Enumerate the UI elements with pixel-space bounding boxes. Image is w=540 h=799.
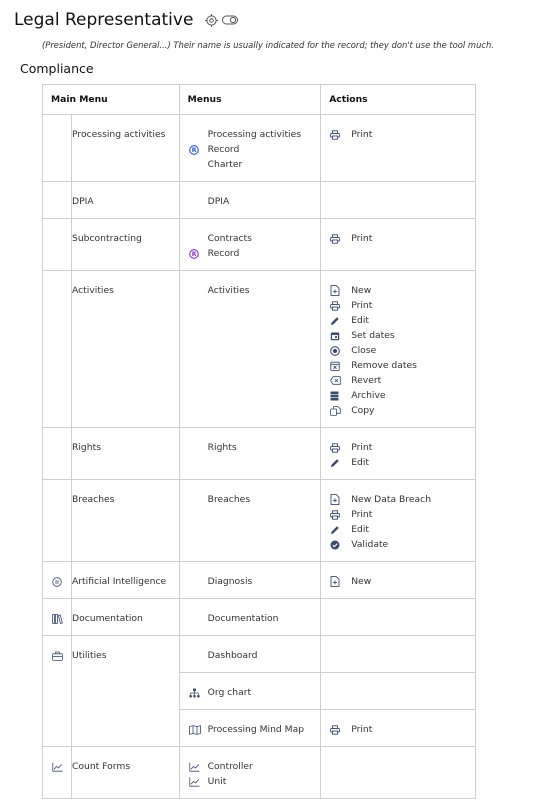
actions-cell xyxy=(321,182,476,219)
action-item[interactable] xyxy=(321,537,475,552)
printer-icon xyxy=(321,234,351,244)
row-icon-cell xyxy=(43,747,72,799)
pencil-icon xyxy=(321,458,351,468)
menus-cell xyxy=(179,710,321,747)
menus-list xyxy=(180,428,321,464)
printer-icon xyxy=(321,725,351,735)
table-row xyxy=(43,480,476,562)
actions-list xyxy=(321,115,475,151)
menu-item[interactable] xyxy=(180,127,321,142)
action-item-label: Copy xyxy=(351,405,375,416)
main-menu-label: Utilities xyxy=(72,650,107,661)
svg-text:R: R xyxy=(191,250,196,258)
row-icon-wrap xyxy=(43,562,71,598)
row-icon-line xyxy=(43,648,71,663)
menus-cell xyxy=(179,673,321,710)
row-icon-wrap xyxy=(43,747,71,783)
main-menu-cell[interactable] xyxy=(72,747,180,799)
menu-item-label: Controller xyxy=(207,761,253,772)
actions-list xyxy=(321,480,475,561)
main-menu-cell[interactable] xyxy=(72,271,180,428)
org-chart-icon xyxy=(180,688,208,698)
menus-cell xyxy=(179,480,321,562)
main-menu-wrap xyxy=(72,747,179,783)
row-icon-cell xyxy=(43,219,72,271)
action-item[interactable] xyxy=(321,492,475,507)
action-item[interactable] xyxy=(321,231,475,246)
actions-cell xyxy=(321,219,476,271)
table-row xyxy=(43,636,476,673)
action-item[interactable] xyxy=(321,298,475,313)
page-title: Legal Representative xyxy=(14,10,194,30)
menu-item[interactable] xyxy=(180,246,321,261)
main-menu-wrap xyxy=(72,599,179,635)
actions-cell xyxy=(321,599,476,636)
close-circle-icon xyxy=(321,346,351,356)
check-circle-icon xyxy=(321,540,351,550)
table-row xyxy=(43,182,476,219)
main-menu-cell[interactable] xyxy=(72,115,180,182)
menu-item-label: Activities xyxy=(207,285,250,296)
table-row xyxy=(43,562,476,599)
main-menu-wrap xyxy=(72,271,179,307)
printer-icon xyxy=(321,510,351,520)
printer-icon xyxy=(321,301,351,311)
row-icon-wrap xyxy=(43,599,71,635)
menus-cell xyxy=(179,636,321,673)
menus-list xyxy=(180,182,321,218)
row-icon-line xyxy=(43,492,71,507)
row-icon-wrap xyxy=(43,636,71,672)
printer-icon xyxy=(321,130,351,140)
action-item-label: Print xyxy=(351,509,373,520)
row-icon-wrap xyxy=(43,182,71,218)
action-item-label: New Data Breach xyxy=(351,494,432,505)
menu-item[interactable] xyxy=(180,611,321,626)
header-actions: Actions xyxy=(321,85,476,115)
row-icon-line xyxy=(43,574,71,589)
pencil-icon xyxy=(321,316,351,326)
action-item[interactable] xyxy=(321,328,475,343)
action-item[interactable] xyxy=(321,358,475,373)
main-menu-wrap xyxy=(72,219,179,255)
row-icon-cell xyxy=(43,428,72,480)
menu-item[interactable] xyxy=(180,194,321,209)
row-icon-wrap xyxy=(43,115,71,151)
action-item-label: Print xyxy=(351,442,373,453)
main-menu-cell[interactable] xyxy=(72,599,180,636)
main-menu-line xyxy=(72,127,179,142)
toggle-icon[interactable] xyxy=(222,15,238,25)
main-menu-label: DPIA xyxy=(72,196,94,207)
page-subtitle: (President, Director General...) Their name is usually indicated for the record; they don't use the tool much. xyxy=(42,40,494,50)
actions-cell xyxy=(321,747,476,799)
row-icon-line xyxy=(43,440,71,455)
main-menu-line xyxy=(72,648,179,663)
menus-cell xyxy=(179,599,321,636)
menus-cell xyxy=(179,428,321,480)
actions-list xyxy=(321,219,475,255)
menu-item[interactable] xyxy=(180,283,321,298)
menu-item-label: Processing Mind Map xyxy=(207,724,305,735)
menu-item[interactable] xyxy=(180,774,321,789)
actions-cell xyxy=(321,562,476,599)
row-icon-line xyxy=(43,283,71,298)
action-item-label: Print xyxy=(351,233,373,244)
main-menu-cell[interactable] xyxy=(72,636,180,747)
actions-cell xyxy=(321,673,476,710)
menu-item[interactable] xyxy=(180,574,321,589)
chart-line-icon xyxy=(180,762,208,772)
calendar-icon xyxy=(321,331,351,341)
action-item-label: Revert xyxy=(351,375,382,386)
record-blue-icon xyxy=(180,145,208,155)
menus-list xyxy=(180,480,321,516)
main-menu-line xyxy=(72,194,179,209)
main-menu-line xyxy=(72,283,179,298)
menu-item-label: Diagnosis xyxy=(207,576,253,587)
action-item[interactable] xyxy=(321,440,475,455)
menus-cell xyxy=(179,219,321,271)
main-menu-label: Artificial Intelligence xyxy=(72,576,167,587)
action-item-label: Print xyxy=(351,129,373,140)
action-item-label: Print xyxy=(351,724,373,735)
menu-item-label: Record xyxy=(207,248,240,259)
menus-list xyxy=(180,599,321,635)
menu-item[interactable] xyxy=(180,759,321,774)
main-menu-wrap xyxy=(72,480,179,516)
menu-item-label: Breaches xyxy=(207,494,251,505)
copy-icon xyxy=(321,406,351,416)
table-row xyxy=(43,115,476,182)
row-icon-line xyxy=(43,611,71,626)
main-menu-line xyxy=(72,611,179,626)
ai-icon xyxy=(43,577,71,587)
menu-item[interactable] xyxy=(180,157,321,172)
menu-item[interactable] xyxy=(180,648,321,663)
action-item-label: Archive xyxy=(351,390,386,401)
main-menu-label: Documentation xyxy=(72,613,143,624)
menu-item-label: Unit xyxy=(207,776,227,787)
row-icon-line xyxy=(43,194,71,209)
actions-list xyxy=(321,428,475,479)
action-item[interactable] xyxy=(321,403,475,418)
main-menu-cell[interactable] xyxy=(72,182,180,219)
menus-list xyxy=(180,562,321,598)
main-menu-wrap xyxy=(72,182,179,218)
main-menu-wrap xyxy=(72,636,179,672)
actions-list xyxy=(321,562,475,598)
pencil-icon xyxy=(321,525,351,535)
menus-cell xyxy=(179,562,321,599)
new-file-icon xyxy=(321,576,351,587)
menu-item[interactable] xyxy=(180,492,321,507)
chart-line-icon xyxy=(43,762,71,772)
action-item[interactable] xyxy=(321,283,475,298)
actions-list xyxy=(321,182,475,203)
menus-list xyxy=(180,747,321,798)
main-menu-line xyxy=(72,231,179,246)
action-item[interactable] xyxy=(321,574,475,589)
main-menu-cell[interactable] xyxy=(72,480,180,562)
table-header-row xyxy=(43,85,476,115)
actions-list xyxy=(321,636,475,657)
row-icon-wrap xyxy=(43,219,71,255)
main-menu-label: Rights xyxy=(72,442,101,453)
main-menu-line xyxy=(72,440,179,455)
actions-list xyxy=(321,271,475,427)
library-icon xyxy=(43,614,71,624)
menus-list xyxy=(180,271,321,307)
action-item[interactable] xyxy=(321,313,475,328)
record-purple-icon xyxy=(180,249,208,259)
table-row xyxy=(43,747,476,799)
menus-list xyxy=(180,219,321,270)
menus-list xyxy=(180,710,321,746)
actions-cell xyxy=(321,428,476,480)
main-menu-wrap xyxy=(72,428,179,464)
action-item-label: Close xyxy=(351,345,377,356)
menu-item[interactable] xyxy=(180,685,321,700)
toolbox-icon xyxy=(43,651,71,661)
action-item[interactable] xyxy=(321,522,475,537)
archive-icon xyxy=(321,391,351,401)
row-icon-line xyxy=(43,231,71,246)
menu-item-label: Rights xyxy=(207,442,237,453)
row-icon-wrap xyxy=(43,271,71,307)
row-icon-cell xyxy=(43,636,72,747)
actions-cell xyxy=(321,115,476,182)
main-menu-wrap xyxy=(72,562,179,598)
action-item-label: Set dates xyxy=(351,330,395,341)
table-row xyxy=(43,219,476,271)
row-icon-cell xyxy=(43,271,72,428)
action-item-label: Remove dates xyxy=(351,360,417,371)
action-item-label: New xyxy=(351,285,372,296)
actions-cell xyxy=(321,636,476,673)
row-icon-line xyxy=(43,759,71,774)
menu-item-label: Charter xyxy=(207,159,243,170)
main-menu-line xyxy=(72,574,179,589)
action-item[interactable] xyxy=(321,507,475,522)
actions-list xyxy=(321,710,475,746)
menu-item-label: Contracts xyxy=(207,233,252,244)
menu-item[interactable] xyxy=(180,142,321,157)
new-file-icon xyxy=(321,285,351,296)
main-menu-label: Count Forms xyxy=(72,761,131,772)
main-menu-cell[interactable] xyxy=(72,562,180,599)
menus-cell xyxy=(179,271,321,428)
action-item[interactable] xyxy=(321,455,475,470)
action-item[interactable] xyxy=(321,388,475,403)
menu-item[interactable] xyxy=(180,440,321,455)
menu-item-label: Dashboard xyxy=(207,650,258,661)
target-icon[interactable] xyxy=(205,14,218,27)
permissions-table xyxy=(42,84,476,799)
menus-cell xyxy=(179,747,321,799)
chart-line-icon xyxy=(180,777,208,787)
menu-item-label: Documentation xyxy=(207,613,279,624)
menu-item-label: Record xyxy=(207,144,240,155)
main-menu-label: Activities xyxy=(72,285,114,296)
row-icon-cell xyxy=(43,599,72,636)
table-row xyxy=(43,271,476,428)
menus-cell xyxy=(179,182,321,219)
row-icon-wrap xyxy=(43,428,71,464)
menu-item-label: Org chart xyxy=(207,687,252,698)
section-heading: Compliance xyxy=(20,61,94,76)
main-menu-label: Processing activities xyxy=(72,129,166,140)
action-item-label: New xyxy=(351,576,372,587)
title-bar xyxy=(14,10,238,30)
menus-list xyxy=(180,115,321,181)
row-icon-cell xyxy=(43,182,72,219)
printer-icon xyxy=(321,443,351,453)
calendar-x-icon xyxy=(321,361,351,371)
row-icon-cell xyxy=(43,480,72,562)
main-menu-cell[interactable] xyxy=(72,428,180,480)
menus-list xyxy=(180,636,321,672)
table-row xyxy=(43,428,476,480)
menus-cell xyxy=(179,115,321,182)
menu-item-label: DPIA xyxy=(207,196,230,207)
row-icon-line xyxy=(43,127,71,142)
revert-icon xyxy=(321,376,351,385)
new-file-icon xyxy=(321,494,351,505)
action-item-label: Edit xyxy=(351,457,369,468)
menu-item[interactable] xyxy=(180,722,321,737)
main-menu-line xyxy=(72,759,179,774)
table-row xyxy=(43,599,476,636)
main-menu-label: Subcontracting xyxy=(72,233,142,244)
main-menu-label: Breaches xyxy=(72,494,115,505)
action-item-label: Print xyxy=(351,300,373,311)
main-menu-cell[interactable] xyxy=(72,219,180,271)
menus-list xyxy=(180,673,321,709)
svg-text:R: R xyxy=(191,146,196,154)
actions-list xyxy=(321,673,475,694)
header-main-menu: Main Menu xyxy=(43,85,180,115)
row-icon-cell xyxy=(43,115,72,182)
row-icon-wrap xyxy=(43,480,71,516)
menu-item-label: Processing activities xyxy=(207,129,302,140)
actions-cell xyxy=(321,480,476,562)
title-icons xyxy=(205,14,238,27)
actions-cell xyxy=(321,271,476,428)
action-item-label: Edit xyxy=(351,524,369,535)
menu-item[interactable] xyxy=(180,231,321,246)
actions-cell xyxy=(321,710,476,747)
action-item[interactable] xyxy=(321,722,475,737)
main-menu-line xyxy=(72,492,179,507)
row-icon-cell xyxy=(43,562,72,599)
main-menu-wrap xyxy=(72,115,179,151)
header-menus: Menus xyxy=(179,85,321,115)
map-icon xyxy=(180,725,208,735)
action-item-label: Edit xyxy=(351,315,369,326)
action-item-label: Validate xyxy=(351,539,389,550)
action-item[interactable] xyxy=(321,343,475,358)
actions-list xyxy=(321,747,475,768)
actions-list xyxy=(321,599,475,620)
action-item[interactable] xyxy=(321,127,475,142)
action-item[interactable] xyxy=(321,373,475,388)
